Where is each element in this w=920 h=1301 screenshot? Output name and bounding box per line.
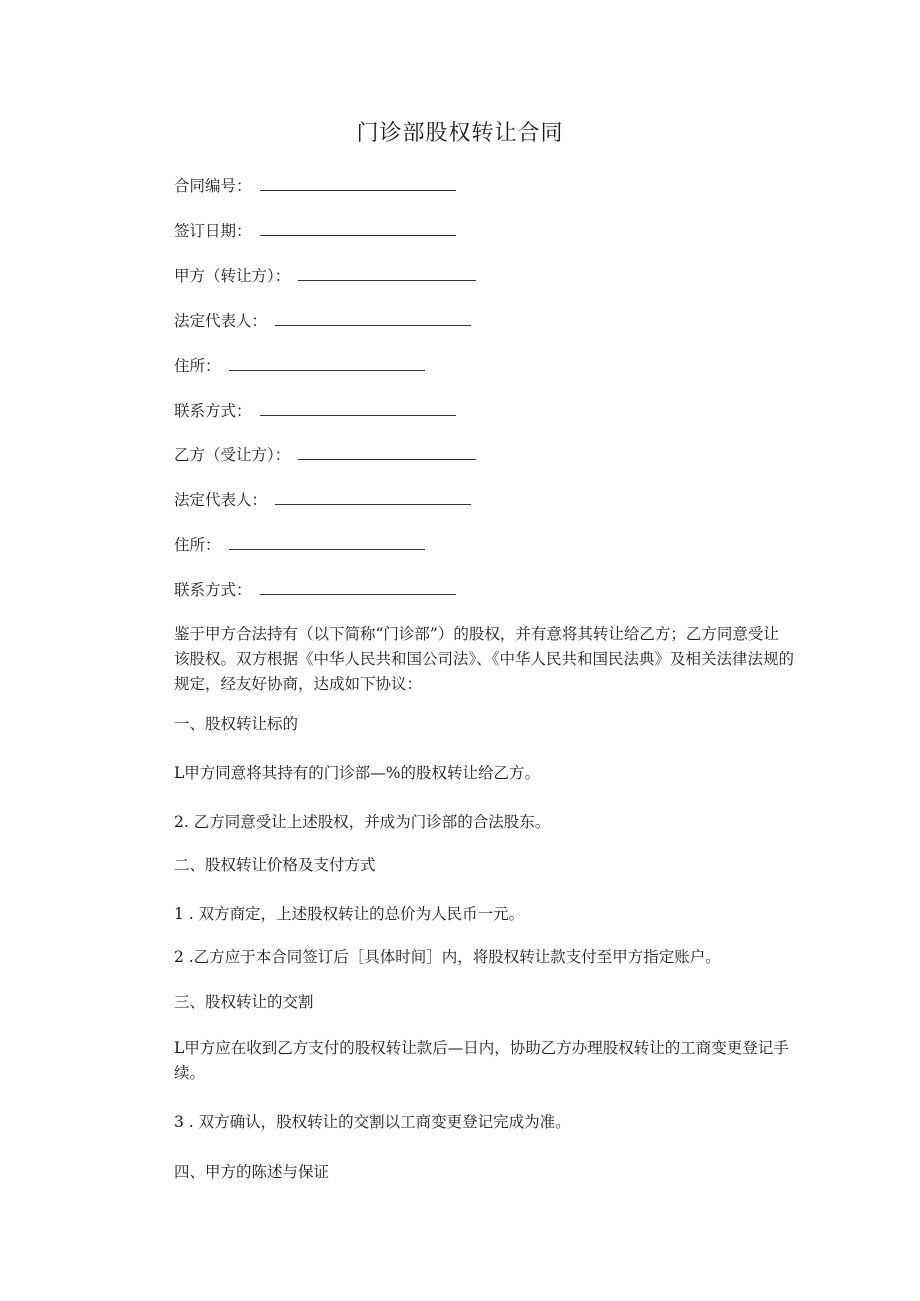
field-label: 签订日期： [174,222,252,240]
field-label: 甲方（转让方）： [174,267,291,285]
field-label: 法定代表人： [174,491,268,509]
field-party-b-address [174,535,425,555]
clause-3-1: L甲方应在收到乙方支付的股权转让款后—日内，协助乙方办理股权转让的工商变更登记手续。 [174,1039,789,1082]
field-label: 乙方（受让方）： [174,446,291,464]
field-label: 住所： [174,357,221,375]
blank-line[interactable] [298,266,476,281]
blank-line[interactable] [275,490,471,505]
field-label: 联系方式： [174,402,252,420]
field-label: 联系方式： [174,581,252,599]
section-heading-3: 三、股权转让的交割 [174,993,314,1011]
clause-1-1: L甲方同意将其持有的门诊部—%的股权转让给乙方。 [174,764,541,782]
blank-line[interactable] [229,356,425,371]
field-party-b-rep [174,490,471,510]
page-title: 门诊部股权转让合同 [356,121,564,146]
preamble-text: 鉴于甲方合法持有（以下简称“门诊部”）的股权，并有意将其转让给乙方；乙方同意受让该股权。双方根据《中华人民共和国公司法》、《中华人民共和国民法典》及相关法律法规的规定，经友好协商，达成如下协议： [174,625,795,693]
clause-2-2: 2 .乙方应于本合同签订后［具体时间］内，将股权转让款支付至甲方指定账户。 [174,948,721,966]
field-party-a [174,266,476,286]
section-heading-1: 一、股权转让标的 [174,715,299,733]
field-contract-number [174,176,456,196]
blank-line[interactable] [260,221,456,236]
field-party-b-contact [174,580,456,600]
clause-3-2: 3 . 双方确认，股权转让的交割以工商变更登记完成为准。 [174,1113,571,1131]
field-party-a-rep [174,311,471,331]
blank-line[interactable] [275,311,471,326]
blank-line[interactable] [298,445,476,460]
field-party-a-address [174,356,425,376]
field-sign-date [174,221,456,241]
blank-line[interactable] [260,580,456,595]
field-label: 合同编号： [174,177,252,195]
blank-line[interactable] [260,176,456,191]
blank-line[interactable] [260,401,456,416]
field-label: 法定代表人： [174,312,268,330]
clause-2-1: 1 . 双方商定，上述股权转让的总价为人民币一元。 [174,905,525,923]
preamble-paragraph [174,622,794,697]
clause-1-2: 2. 乙方同意受让上述股权，并成为门诊部的合法股东。 [174,813,551,831]
section-heading-2: 二、股权转让价格及支付方式 [174,856,376,874]
field-party-a-contact [174,401,456,421]
field-party-b [174,445,476,465]
section-heading-4: 四、甲方的陈述与保证 [174,1163,330,1181]
blank-line[interactable] [229,535,425,550]
field-label: 住所： [174,536,221,554]
